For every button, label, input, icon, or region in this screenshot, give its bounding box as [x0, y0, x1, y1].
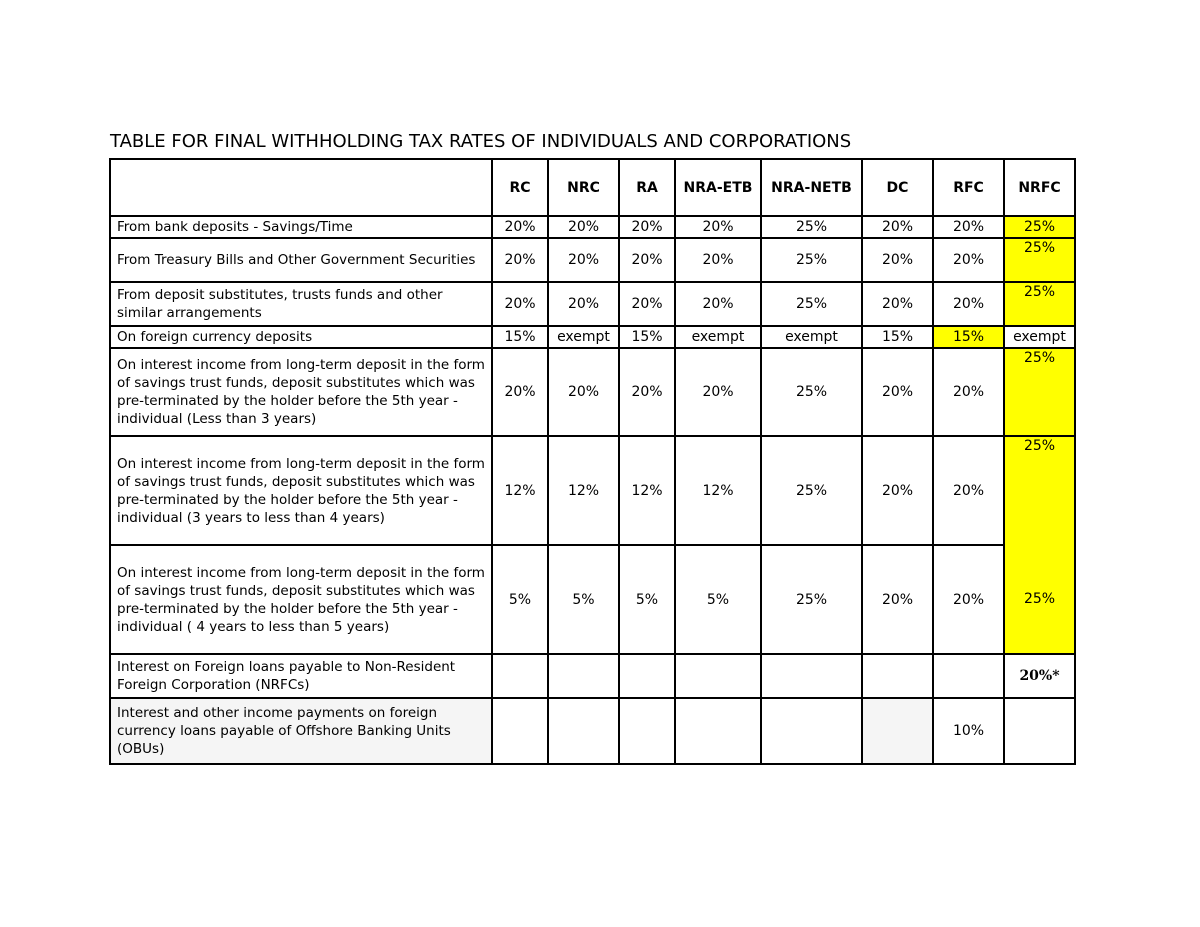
- document-title: TABLE FOR FINAL WITHHOLDING TAX RATES OF INDIVIDUALS AND CORPORATIONS: [110, 131, 852, 152]
- cell: 20%: [933, 348, 1004, 436]
- cell: [619, 698, 675, 764]
- header-rfc: RFC: [933, 159, 1004, 216]
- cell: 25%: [761, 436, 862, 545]
- cell: [548, 698, 619, 764]
- table-row: [110, 216, 1075, 238]
- cell: [862, 698, 933, 764]
- cell: 25%: [761, 348, 862, 436]
- cell: 5%: [492, 545, 548, 654]
- row-label: On interest income from long-term deposit in the form of savings trust funds, deposit substitutes which was pre-terminated by the holder before the 5th year - individual (Less than 3 years): [110, 348, 492, 436]
- cell: [761, 698, 862, 764]
- cell: 20%: [548, 282, 619, 326]
- cell: 20%: [675, 348, 761, 436]
- cell: [492, 654, 548, 698]
- cell: 20%: [492, 238, 548, 282]
- table-row: [110, 238, 1075, 282]
- cell: 20%: [675, 238, 761, 282]
- cell: 15%: [619, 326, 675, 348]
- cell-highlighted: 25%: [1004, 282, 1075, 326]
- cell: 20%: [862, 348, 933, 436]
- cell: 12%: [548, 436, 619, 545]
- cell: 15%: [492, 326, 548, 348]
- cell: [761, 654, 862, 698]
- cell-highlighted: 15%: [933, 326, 1004, 348]
- cell: exempt: [1004, 326, 1075, 348]
- cell: 20%: [619, 282, 675, 326]
- cell: [862, 654, 933, 698]
- header-nrc: NRC: [548, 159, 619, 216]
- withholding-tax-table: [109, 158, 1076, 765]
- table-row: [110, 282, 1075, 326]
- header-ra: RA: [619, 159, 675, 216]
- cell: 20%: [548, 238, 619, 282]
- header-blank: [110, 159, 492, 216]
- cell: 20%: [619, 216, 675, 238]
- cell: 20%: [933, 282, 1004, 326]
- row-label: From bank deposits - Savings/Time: [110, 216, 492, 238]
- cell: exempt: [548, 326, 619, 348]
- cell: 12%: [492, 436, 548, 545]
- cell: exempt: [761, 326, 862, 348]
- row-label: On interest income from long-term deposit in the form of savings trust funds, deposit substitutes which was pre-terminated by the holder before the 5th year - individual (3 years to less than 4 years): [110, 436, 492, 545]
- cell: 20%: [548, 348, 619, 436]
- row-label: Interest and other income payments on foreign currency loans payable of Offshore Banking Units (OBUs): [110, 698, 492, 764]
- table-row: [110, 654, 1075, 698]
- cell: 5%: [619, 545, 675, 654]
- cell: [675, 698, 761, 764]
- row-label: From Treasury Bills and Other Government Securities: [110, 238, 492, 282]
- cell: 20%: [675, 282, 761, 326]
- cell: 20%: [933, 545, 1004, 654]
- cell-highlighted: 25%: [1004, 348, 1075, 436]
- table-row: [110, 545, 1075, 654]
- table-row: [110, 436, 1075, 545]
- cell: [1004, 698, 1075, 764]
- cell: 20%: [675, 216, 761, 238]
- cell-highlighted: 25%: [1004, 216, 1075, 238]
- table-row: [110, 698, 1075, 764]
- cell: 20%: [619, 238, 675, 282]
- cell: 25%: [761, 545, 862, 654]
- cell: 12%: [675, 436, 761, 545]
- cell: 10%: [933, 698, 1004, 764]
- cell: 5%: [548, 545, 619, 654]
- cell: [675, 654, 761, 698]
- table-row: [110, 326, 1075, 348]
- cell-highlighted: 25%: [1004, 545, 1075, 654]
- header-row: [110, 159, 1075, 216]
- cell: 20%: [492, 348, 548, 436]
- cell: 20%: [933, 238, 1004, 282]
- cell: 20%: [492, 282, 548, 326]
- cell: [492, 698, 548, 764]
- cell: 25%: [761, 282, 862, 326]
- table-row: [110, 348, 1075, 436]
- row-label: On interest income from long-term deposit in the form of savings trust funds, deposit substitutes which was pre-terminated by the holder before the 5th year - individual ( 4 years to less than 5 years): [110, 545, 492, 654]
- cell: 12%: [619, 436, 675, 545]
- cell: 20%: [619, 348, 675, 436]
- cell: [548, 654, 619, 698]
- cell-highlighted: 25%: [1004, 238, 1075, 282]
- cell: 20%: [548, 216, 619, 238]
- row-label: Interest on Foreign loans payable to Non-Resident Foreign Corporation (NRFCs): [110, 654, 492, 698]
- cell: 20%: [492, 216, 548, 238]
- cell: 20%: [862, 238, 933, 282]
- header-nra-netb: NRA-NETB: [761, 159, 862, 216]
- header-rc: RC: [492, 159, 548, 216]
- cell-highlighted: 25%: [1004, 436, 1075, 545]
- cell: 15%: [862, 326, 933, 348]
- cell: exempt: [675, 326, 761, 348]
- header-dc: DC: [862, 159, 933, 216]
- cell: 5%: [675, 545, 761, 654]
- cell: 20%: [862, 436, 933, 545]
- header-nra-etb: NRA-ETB: [675, 159, 761, 216]
- cell: 20%*: [1004, 654, 1075, 698]
- row-label: From deposit substitutes, trusts funds and other similar arrangements: [110, 282, 492, 326]
- cell: [619, 654, 675, 698]
- cell: [933, 654, 1004, 698]
- cell: 20%: [933, 436, 1004, 545]
- cell: 25%: [761, 238, 862, 282]
- cell: 25%: [761, 216, 862, 238]
- header-nrfc: NRFC: [1004, 159, 1075, 216]
- cell: 20%: [862, 282, 933, 326]
- cell: 20%: [933, 216, 1004, 238]
- row-label: On foreign currency deposits: [110, 326, 492, 348]
- cell: 20%: [862, 216, 933, 238]
- cell: 20%: [862, 545, 933, 654]
